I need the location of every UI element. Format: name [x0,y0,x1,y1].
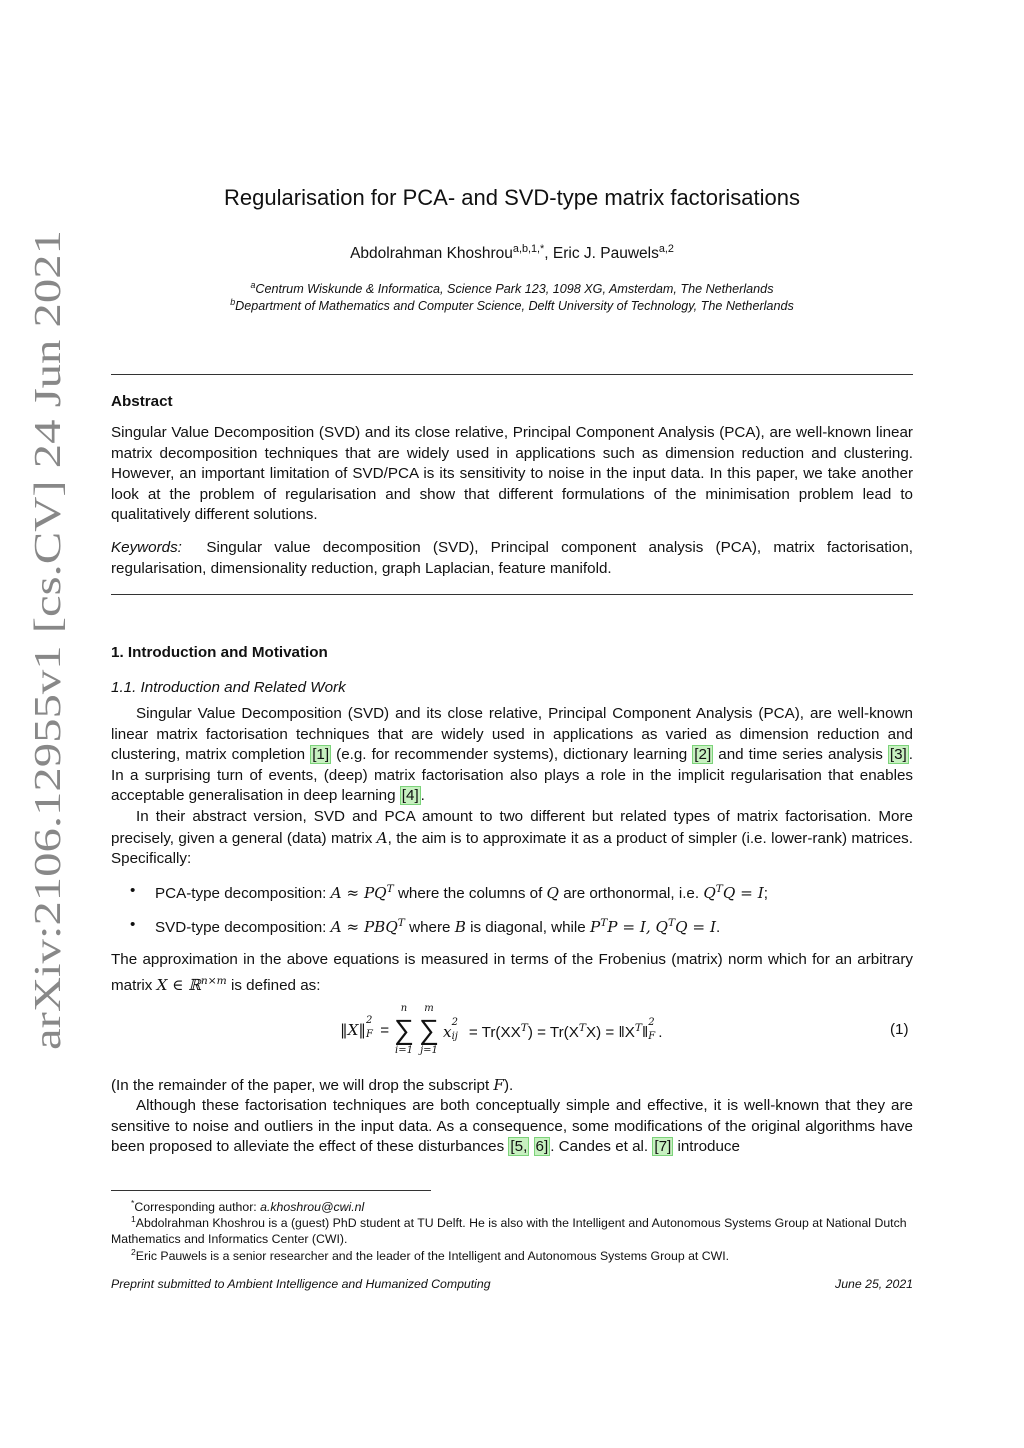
footnote-rule [111,1190,431,1191]
p2-text-b: , the aim is to approximate it as a product of simpler (i.e. lower-rank) matrices. Specifically: [111,829,913,867]
bullet-svd-text [155,916,720,936]
bullet-math: B [454,918,466,937]
author-2: Eric J. Pauwels [552,245,659,263]
sum-1-top: n [400,1003,408,1014]
footnote-mark: 1 [131,1214,136,1224]
bullet-text: is diagonal, while [465,919,590,937]
paragraph-3 [111,950,913,996]
paragraph-4 [111,1075,913,1097]
preprint-date: June 25, 2021 [835,1277,913,1291]
p1-text-d: . In a surprising turn of events, (deep) matrix factorisation also plays a role in the implicit regularisation that enables acceptable generalisation in deep learning [111,746,914,804]
p4-math: F [493,1076,504,1094]
section-heading: 1. Introduction and Motivation [111,644,328,661]
p1-text-e: . [420,787,425,804]
sigma-icon: ∑ [419,1014,439,1045]
paragraph-1 [111,704,913,807]
p1-text-a: Singular Value Decomposition (SVD) and its close relative, Principal Component Analysis (PCA), are well-known linear matrix factorisation techniques that are widely used in applications as varied as dimension reduction and clustering, matrix completion [111,705,913,763]
affiliation-mark: a [250,280,256,290]
p3-text-a: The approximation in the above equations is measured in terms of the Frobenius (matrix) norm which for an arbitrary matrix [111,951,913,994]
equation-lhs [340,1015,390,1040]
preprint-note: Preprint submitted to Ambient Intelligence and Humanized Computing [111,1277,491,1291]
citation-1[interactable]: [1] [312,746,330,763]
author-1: Abdolrahman Khoshrou [350,245,513,263]
author-separator: , [544,245,553,263]
footnote-mark: * [131,1198,135,1208]
p4-text-b: ). [503,1077,514,1094]
p2-math: A [376,828,388,847]
author-email-link[interactable]: a.khoshrou@cwi.nl [260,1200,365,1215]
subsection-heading: 1.1. Introduction and Related Work [111,679,346,696]
p4-text-a: (In the remainder of the paper, we will drop the subscript [111,1077,494,1094]
bullet-label: SVD-type decomposition: [155,919,331,937]
paper-title: Regularisation for PCA- and SVD-type matrix factorisations [224,185,800,210]
equation-rhs [443,1017,663,1043]
p1-text-c: and time series analysis [713,746,888,763]
equation-frobenius [340,1003,740,1065]
sum-1 [393,1003,415,1056]
bullet-dot-icon: • [130,882,136,899]
eq-end: . [658,1024,663,1042]
citation-4[interactable]: [4] [401,787,419,804]
author-1-marks: a,b,1,* [512,243,545,255]
bullet-math: Q [546,884,559,903]
eq-rhs-3-sup: T [634,1021,642,1034]
p3-math: X ∈ ℝ [156,975,201,994]
bullet-math: P [589,918,601,937]
bullet-math: Q = I [722,884,764,903]
keywords-label: Keywords: [111,539,182,556]
abstract-body: Singular Value Decomposition (SVD) and its close relative, Principal Component Analysis (PCA), are well-known linear matrix decomposition techniques that are widely used in applications such as dimension reduction and clustering. However, an important limitation of SVD/PCA is its sensitivity to noise in the input data. In this paper, we take another look at the problem of regularisation and show that different formulations of the minimisation problem lead to qualitatively different solutions. [111,424,913,523]
keywords [111,538,913,579]
paragraph-5 [111,1096,913,1158]
bullet-text: where [404,919,455,937]
footnote-2 [111,1244,913,1264]
abstract-top-rule [111,374,913,375]
keywords-text: Singular value decomposition (SVD), Principal component analysis (PCA), matrix factorisation, regularisation, dimensionality reduction, graph Laplacian, feature manifold. [111,539,913,577]
eq-lhs-sup: 2 [366,1015,373,1026]
eq-rhs-1-sup: T [520,1021,528,1034]
footnote-mark: 2 [131,1247,136,1257]
p3-sup: n×m [200,973,227,987]
bullet-text: where the columns of [393,885,547,903]
bullet-sup: T [386,882,394,895]
author-list [0,243,1024,263]
p3-text-b: is defined as: [226,976,321,994]
sigma-icon: ∑ [394,1014,414,1045]
bullet-dot-icon: • [130,916,136,933]
eq-term: x [443,1023,452,1042]
affiliation-mark: b [230,297,236,307]
affiliation-b [0,297,1024,313]
bullet-text: are orthonormal, i.e. [558,885,704,903]
paragraph-2 [111,807,913,870]
p2-text-a: In their abstract version, SVD and PCA amount to two different but related types of matrix factorisation. More precisely, given a general (data) matrix [111,808,913,847]
bullet-end: ; [763,885,768,903]
citation-5[interactable]: [5, [510,1138,528,1155]
bullet-math: Q [703,884,716,903]
bullet-sup: T [397,916,405,929]
eq-rhs-2: ) = Tr(X [527,1024,579,1042]
sum-2 [418,1003,440,1056]
affiliation-text: Department of Mathematics and Computer Science, Delft University of Technology, The Netherlands [235,299,794,314]
eq-equals: = [380,1022,390,1039]
equation-number: (1) [890,1021,909,1038]
bullet-pca-text [155,882,768,902]
footnote-text: Eric Pauwels is a senior researcher and the leader of the Intelligent and Autonomous Systems Group at CWI. [135,1249,730,1264]
abstract-bottom-rule [111,594,913,595]
eq-rhs-4-sup: 2 [648,1017,655,1029]
bullet-sup: T [600,916,608,929]
eq-lhs: ‖X‖ [340,1021,366,1039]
affiliation-a [0,280,1024,296]
footnote-label: Corresponding author: [134,1200,261,1215]
eq-rhs-2-sup: T [578,1021,586,1034]
sum-2-top: m [424,1003,434,1014]
bullet-sup: T [668,916,676,929]
bullet-label: PCA-type decomposition: [155,885,331,903]
citation-7[interactable]: [7] [654,1138,672,1155]
eq-rhs-1: = Tr(XX [468,1024,521,1042]
eq-rhs-3: X) = ‖X [585,1024,635,1042]
affiliation-text: Centrum Wiskunde & Informatica, Science Park 123, 1098 XG, Amsterdam, The Netherlands [255,282,774,297]
author-2-marks: a,2 [658,243,674,255]
citation-6[interactable]: 6] [535,1138,549,1155]
bullet-end: . [715,919,721,937]
eq-rhs-4: ‖ [641,1024,649,1042]
p5-text-c: introduce [673,1138,740,1155]
bullet-math: A ≈ PQ [330,884,387,903]
p5-text-a: Although these factorisation techniques are both conceptually simple and effective, it is well-known that they are sensitive to noise and outliers in the input data. As a consequence, some modifications of the original algorithms have been proposed to alleviate the effect of these disturbances [111,1097,913,1155]
eq-lhs-sub: F [366,1029,373,1040]
sum-1-bottom: i=1 [395,1045,413,1056]
arxiv-stamp-text: arXiv:2106.12955v1 [cs.CV] 24 Jun 2021 [27,410,69,1050]
footnote-text: Abdolrahman Khoshrou is a (guest) PhD student at TU Delft. He is also with the Intelligent and Autonomous Systems Group at National Dutch Mathematics and Informatics Center (CWI). [111,1216,907,1247]
arxiv-stamp [8,180,78,1080]
citation-3[interactable]: [3] [889,746,907,763]
sum-2-bottom: j=1 [420,1045,438,1056]
eq-term-sup: 2 [451,1017,458,1029]
eq-rhs-4-sub: F [648,1031,656,1043]
bullet-sup: T [715,882,723,895]
citation-2[interactable]: [2] [694,746,712,763]
p5-text-b: . Candes et al. [550,1138,653,1155]
bullet-math: P = I, Q [607,918,669,937]
bullet-math: A ≈ PBQ [330,918,398,937]
bullet-math: Q = I [675,918,716,937]
abstract-heading: Abstract [111,393,173,410]
p1-text-b: (e.g. for recommender systems), dictionary learning [331,746,693,763]
eq-term-sub: ij [451,1031,458,1043]
footnote-1 [111,1211,913,1247]
